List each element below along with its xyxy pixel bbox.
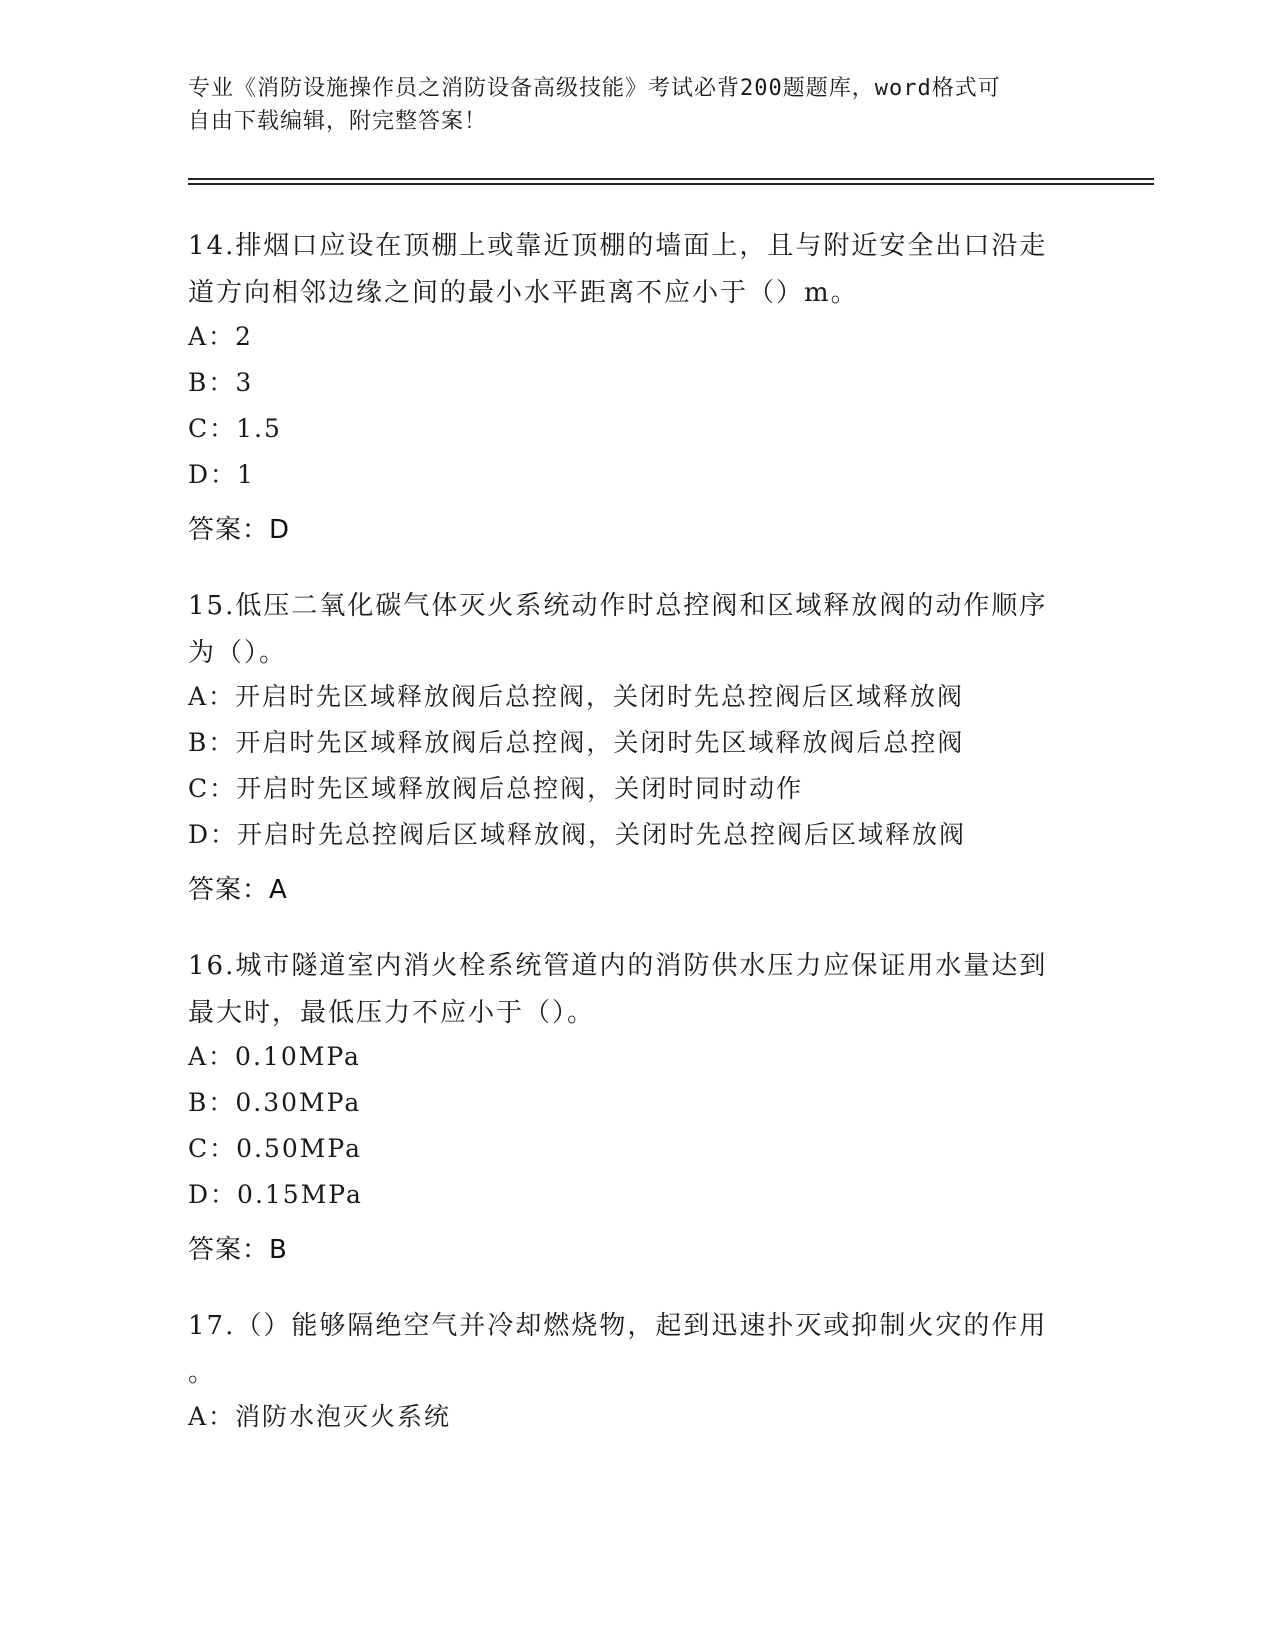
- header-line-1: 专业《消防设施操作员之消防设备高级技能》考试必背200题题库，word格式可: [188, 76, 1001, 101]
- answer-15: 答案：A: [188, 875, 288, 905]
- option-a: A：开启时先区域释放阀后总控阀，关闭时先总控阀后区域释放阀: [188, 682, 965, 711]
- header-divider-top: [188, 178, 1154, 180]
- option-b: B：3: [188, 368, 254, 397]
- option-a: A：0.10MPa: [188, 1042, 361, 1071]
- question-stem-line: 15.低压二氧化碳气体灭火系统动作时总控阀和区域释放阀的动作顺序: [188, 591, 1048, 621]
- question-15-options: [188, 674, 1088, 858]
- option-a: A：消防水泡灭火系统: [188, 1402, 452, 1431]
- answer-16: 答案：B: [188, 1235, 288, 1265]
- option-c: C：1.5: [188, 414, 282, 443]
- option-b: B：开启时先区域释放阀后总控阀，关闭时先区域释放阀后总控阀: [188, 728, 965, 757]
- header-divider-bottom: [188, 183, 1154, 185]
- option-c: C：0.50MPa: [188, 1134, 362, 1163]
- header-line-2: 自由下载编辑，附完整答案！: [188, 109, 488, 134]
- question-stem-line: 最大时，最低压力不应小于（）。: [188, 998, 596, 1028]
- option-d: D：1: [188, 460, 255, 489]
- option-b: B：0.30MPa: [188, 1088, 362, 1117]
- question-17-options: [188, 1394, 1088, 1440]
- answer-14: 答案：D: [188, 515, 291, 545]
- question-stem-line: 。: [188, 1358, 217, 1388]
- document-header: [188, 72, 1088, 138]
- question-15-stem: [188, 583, 1088, 677]
- question-stem-line: 17.（）能够隔绝空气并冷却燃烧物，起到迅速扑灭或抑制火灾的作用: [188, 1311, 1048, 1341]
- question-stem-line: 为（）。: [188, 638, 288, 668]
- question-stem-line: 16.城市隧道室内消火栓系统管道内的消防供水压力应保证用水量达到: [188, 951, 1048, 981]
- question-16-stem: [188, 943, 1088, 1037]
- option-d: D：开启时先总控阀后区域释放阀，关闭时先总控阀后区域释放阀: [188, 820, 967, 849]
- question-14-stem: [188, 223, 1088, 317]
- question-17-stem: [188, 1303, 1088, 1397]
- option-a: A：2: [188, 322, 253, 351]
- question-16-options: [188, 1034, 1088, 1218]
- question-stem-line: 道方向相邻边缘之间的最小水平距离不应小于（）m。: [188, 278, 859, 308]
- option-d: D：0.15MPa: [188, 1180, 363, 1209]
- option-c: C：开启时先区域释放阀后总控阀，关闭时同时动作: [188, 774, 804, 803]
- question-stem-line: 14.排烟口应设在顶棚上或靠近顶棚的墙面上，且与附近安全出口沿走: [188, 231, 1048, 261]
- question-14-options: [188, 314, 1088, 498]
